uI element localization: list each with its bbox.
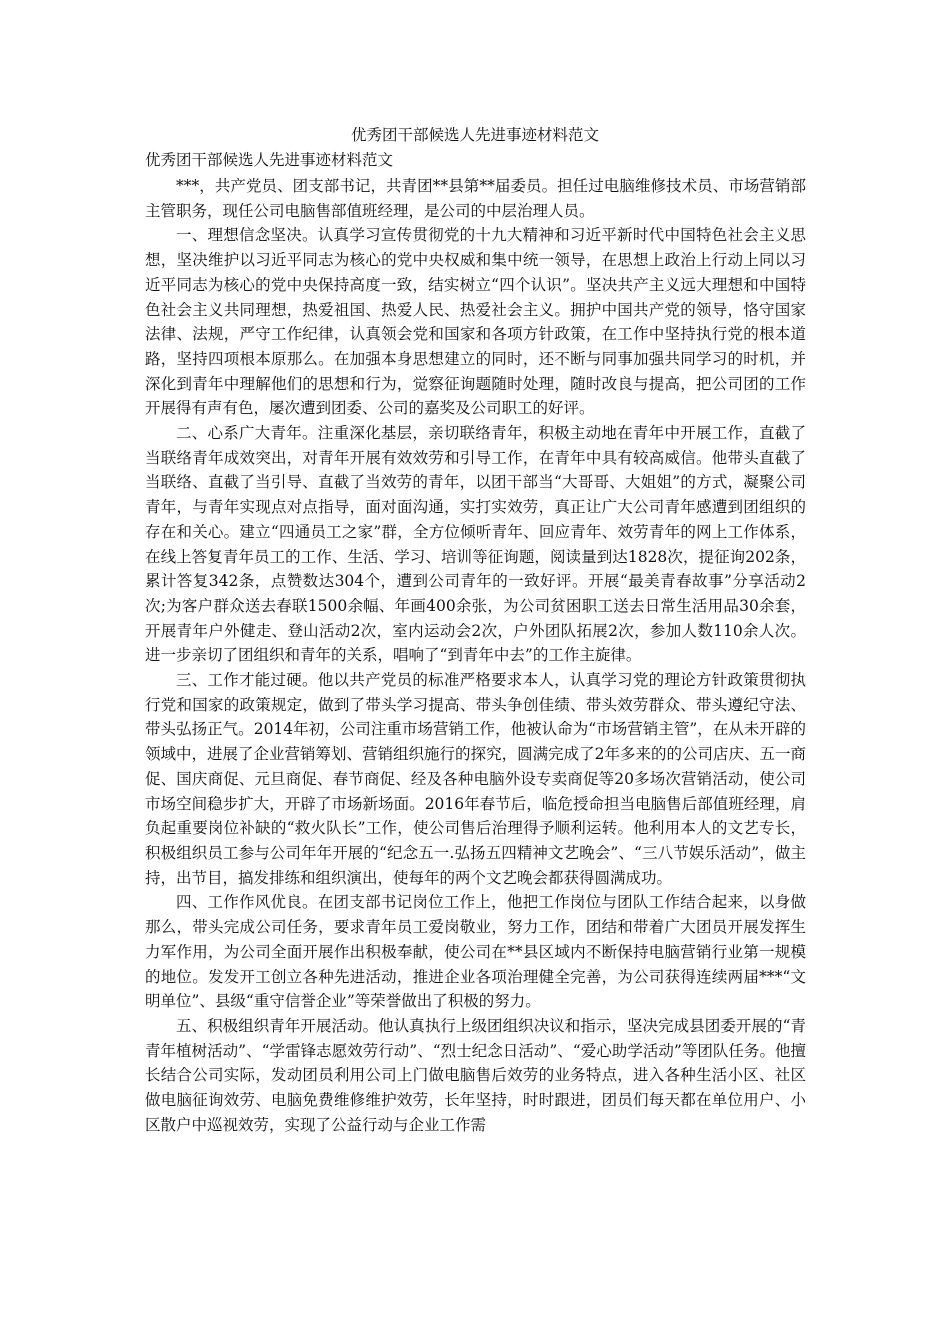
paragraph-intro: ***，共产党员、团支部书记，共青团**县第**届委员。担任过电脑维修技术员、市场营销部主管职务，现任公司电脑售部值班经理，是公司的中层治理人员。 bbox=[145, 177, 806, 220]
paragraph-section-4: 四、工作作风优良。在团支部书记岗位工作上，他把工作岗位与团队工作结合起来，以身做那么，带头完成公司任务，要求青年员工爱岗敬业，努力工作，团结和带着广大团员开展发挥生力军作用，为公司全面开展作出积极奉献，使公司在**县区域内不断保持电脑营销行业第一规模的地位。发发开工创立各种先进活动，推进企业各项治理健全完善，为公司获得连续两届***“文明单位”、县级“重守信誉企业”等荣誉做出了积极的努力。 bbox=[145, 893, 806, 1011]
paragraph-section-5: 五、积极组织青年开展活动。他认真执行上级团组织决议和指示，坚决完成县团委开展的“青青年植树活动”、“学雷锋志愿效劳行动”、“烈士纪念日活动”、“爱心助学活动”等团队任务。他擅长结合公司实际，发动团员利用公司上门做电脑售后效劳的业务特点，进入各种生活小区、社区做电脑征询效劳、电脑免费维修维护效劳，长年坚持，时时跟进，团员们每天都在单位用户、小区散户中巡视效劳，实现了公益行动与企业工作需 bbox=[145, 1016, 806, 1134]
document-body bbox=[145, 174, 806, 1137]
document-title: 优秀团干部候选人先进事迹材料范文 bbox=[350, 126, 599, 144]
document-subtitle: 优秀团干部候选人先进事迹材料范文 bbox=[145, 151, 394, 169]
paragraph-section-3: 三、工作才能过硬。他以共产党员的标准严格要求本人，认真学习党的理论方针政策贯彻执行党和国家的政策规定，做到了带头学习提高、带头争创佳绩、带头效劳群众、带头遵纪守法、带头弘扬正气。2014年初，公司注重市场营销工作，他被认命为“市场营销主管”，在从未开辟的领域中，进展了企业营销筹划、营销组织施行的探究，圆满完成了2年多来的的公司店庆、五一商促、国庆商促、元旦商促、春节商促、经及各种电脑外设专卖商促等20多场次营销活动，使公司市场空间稳步扩大，开辟了市场新场面。2016年春节后，临危授命担当电脑售后部值班经理，肩负起重要岗位补缺的“救火队长”工作，使公司售后治理得予顺利运转。他利用本人的文艺专长，积极组织员工参与公司年年开展的“纪念五一.弘扬五四精神文艺晚会”、“三八节娱乐活动”，做主持，出节目，搞发排练和组织演出，使每年的两个文艺晚会都获得圆满成功。 bbox=[145, 671, 806, 887]
paragraph-section-2: 二、心系广大青年。注重深化基层，亲切联络青年，积极主动地在青年中开展工作，直截了当联络青年成效突出，对青年开展有效效劳和引导工作，在青年中具有较高威信。他带头直截了当联络、直截了当引导、直截了当效劳的青年，以团干部当“大哥哥、大姐姐”的方式，凝聚公司青年，与青年实现点对点指导，面对面沟通，实打实效劳，真正让广大公司青年感遭到团组织的存在和关心。建立“四通员工之家”群，全方位倾听青年、回应青年、效劳青年的网上工作体系，在线上答复青年员工的工作、生活、学习、培训等征询题，阅读量到达1828次，提征询202条，累计答复342条，点赞数达304个，遭到公司青年的一致好评。开展“最美青春故事”分享活动2次;为客户群众送去春联1500余幅、年画400余张，为公司贫困职工送去日常生活用品30余套，开展青年户外健走、登山活动2次，室内运动会2次，户外团队拓展2次，参加人数110余人次。进一步亲切了团组织和青年的关系，唱响了“到青年中去”的工作主旋律。 bbox=[145, 424, 806, 665]
paragraph-section-1: 一、理想信念坚决。认真学习宣传贯彻党的十九大精神和习近平新时代中国特色社会主义思想，坚决维护以习近平同志为核心的党中央权威和集中统一领导，在思想上政治上行动上同以习近平同志为核心的党中央保持高度一致，结实树立“四个认识”。坚决共产主义远大理想和中国特色社会主义共同理想，热爱祖国、热爱人民、热爱社会主义。拥护中国共产党的领导，恪守国家法律、法规，严守工作纪律，认真领会党和国家和各项方针政策，在工作中坚持执行党的根本道路，坚持四项根本原那么。在加强本身思想建立的同时，还不断与同事加强共同学习的时机，并深化到青年中理解他们的思想和行为，觉察征询题随时处理，随时改良与提高，把公司团的工作开展得有声有色，屡次遭到团委、公司的嘉奖及公司职工的好评。 bbox=[145, 226, 806, 418]
